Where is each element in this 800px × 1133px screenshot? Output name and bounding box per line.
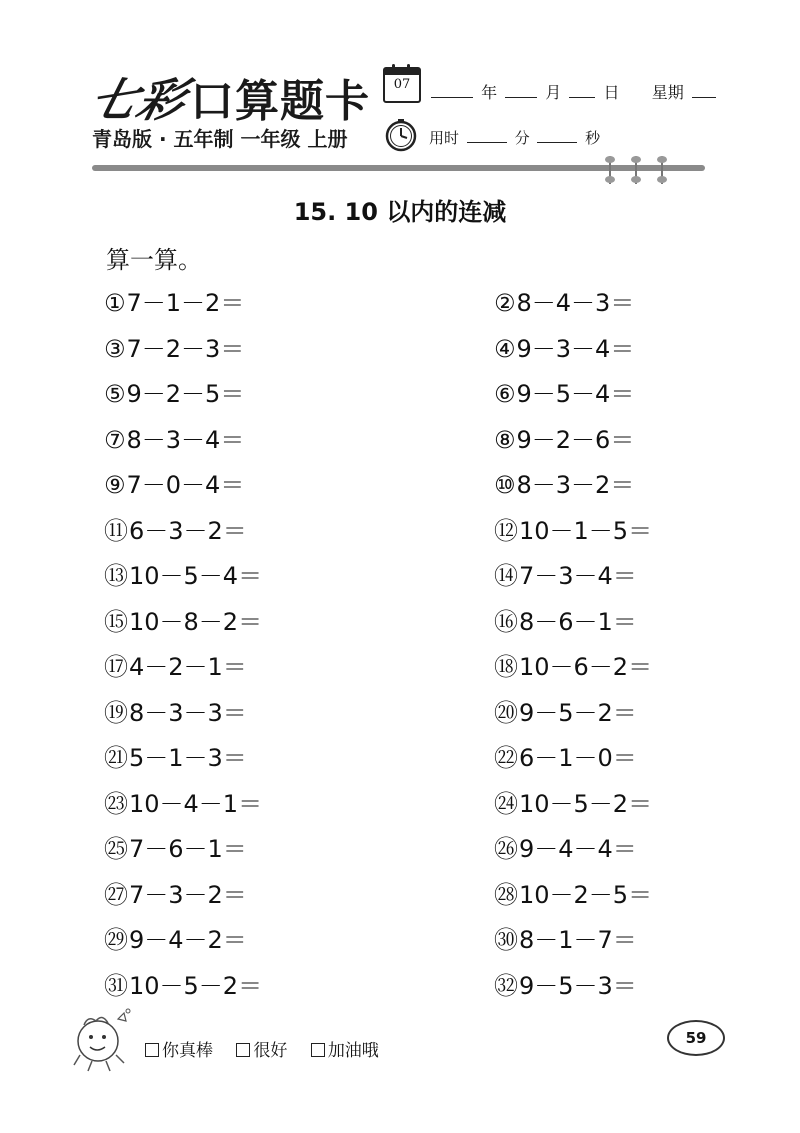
brand-char-1: 七 — [84, 73, 145, 127]
problem-number: ㉜ — [494, 971, 518, 1000]
clock-icon — [383, 117, 419, 153]
problem-item — [104, 602, 262, 637]
problem-number: ⑯ — [494, 607, 518, 636]
lesson-title: 15. 10 以内的连减 — [293, 198, 507, 226]
problem-item — [104, 920, 247, 955]
minute-label: 分 — [514, 129, 530, 147]
problem-item — [494, 556, 637, 591]
problem-item — [104, 693, 247, 728]
problem-number: ① — [104, 289, 126, 317]
problem-number: ㉒ — [494, 744, 518, 772]
month-blank[interactable] — [505, 83, 537, 98]
year-label: 年 — [481, 83, 498, 102]
problem-expression: 10－5－2＝ — [129, 971, 263, 1000]
problem-number: ⑦ — [104, 425, 126, 454]
problem-item — [104, 556, 262, 591]
rating-option-1[interactable] — [145, 1041, 213, 1061]
second-label: 秒 — [585, 129, 601, 147]
checkbox[interactable] — [236, 1043, 250, 1057]
day-blank[interactable] — [569, 83, 595, 98]
problem-expression: 8－3－4＝ — [126, 425, 245, 454]
problem-expression: 8－3－3＝ — [129, 698, 247, 727]
problem-expression: 6－1－0＝ — [519, 744, 637, 772]
instruction-text: 算一算。 — [106, 246, 202, 274]
rating-option-3[interactable] — [311, 1041, 379, 1061]
header-divider — [92, 165, 705, 171]
problem-number: ⑳ — [494, 698, 518, 727]
problem-item — [494, 875, 652, 910]
problem-item — [494, 511, 652, 546]
minute-blank[interactable] — [467, 128, 507, 143]
problem-expression: 9－4－2＝ — [129, 926, 247, 954]
problem-number: ㉖ — [494, 835, 518, 863]
problem-number: ㉚ — [494, 926, 518, 954]
problem-expression: 9－5－4＝ — [516, 380, 635, 408]
problem-item — [494, 374, 634, 409]
weekday-blank[interactable] — [692, 83, 716, 98]
problem-item — [494, 829, 637, 864]
problem-item — [104, 966, 262, 1001]
edition-label: 青岛版 · 五年制 一年级 上册 — [92, 127, 348, 151]
binder-pin-icon — [634, 156, 638, 184]
second-blank[interactable] — [537, 128, 577, 143]
problem-number: ㉑ — [104, 744, 128, 772]
problem-expression: 10－2－5＝ — [519, 880, 653, 909]
year-blank[interactable] — [431, 83, 473, 98]
weekday-label: 星期 — [651, 83, 684, 102]
problem-item — [494, 966, 637, 1001]
rating-label: 很好 — [253, 1041, 288, 1061]
time-label: 用时 — [429, 129, 460, 147]
brand-char-2: 彩 — [131, 73, 192, 127]
problem-item — [494, 693, 637, 728]
problem-item — [494, 283, 634, 318]
problem-expression: 7－3－4＝ — [519, 562, 637, 590]
problem-item — [494, 738, 637, 773]
problem-item — [494, 329, 634, 364]
problem-expression: 8－6－1＝ — [519, 607, 637, 636]
problem-number: ㉕ — [104, 835, 128, 863]
problem-item — [104, 374, 244, 409]
problem-expression: 8－3－2＝ — [516, 471, 635, 499]
rating-label: 加油哦 — [327, 1041, 379, 1061]
problem-number: ⑤ — [104, 380, 126, 408]
brand-title-rest: 口算题卡 — [190, 76, 370, 127]
problem-expression: 7－6－1＝ — [129, 835, 247, 863]
rating-label: 你真棒 — [162, 1041, 213, 1061]
problem-item — [104, 738, 247, 773]
checkbox[interactable] — [145, 1043, 159, 1057]
problem-number: ⑮ — [104, 607, 128, 636]
problem-item — [104, 875, 247, 910]
problem-expression: 9－5－3＝ — [519, 971, 637, 1000]
problem-expression: 7－0－4＝ — [126, 471, 245, 499]
problem-number: ⑭ — [494, 562, 518, 590]
problem-number: ⑧ — [494, 425, 516, 454]
problem-number: ㉔ — [494, 789, 518, 818]
problem-expression: 4－2－1＝ — [129, 653, 247, 681]
problem-number: ⑫ — [494, 516, 518, 545]
checkbox[interactable] — [311, 1043, 325, 1057]
problem-number: ㉛ — [104, 971, 128, 1000]
problem-expression: 9－2－5＝ — [126, 380, 245, 408]
problem-number: ⑰ — [104, 653, 128, 681]
problem-expression: 7－2－3＝ — [126, 334, 245, 363]
problem-expression: 8－1－7＝ — [519, 926, 637, 954]
time-fill-line — [429, 127, 600, 148]
problem-number: ㉘ — [494, 880, 518, 909]
brand-title — [84, 64, 370, 130]
problem-number: ⑨ — [104, 471, 126, 499]
problem-number: ⑱ — [494, 653, 518, 681]
problem-item — [104, 784, 262, 819]
problem-item — [104, 283, 244, 318]
date-fill-line — [428, 80, 719, 103]
problem-expression: 9－2－6＝ — [516, 425, 635, 454]
page-number: 59 — [667, 1020, 725, 1056]
problem-item — [104, 829, 247, 864]
mascot-icon — [66, 1003, 138, 1075]
problem-expression: 8－4－3＝ — [516, 289, 635, 317]
day-label: 日 — [603, 83, 620, 102]
problem-expression: 9－3－4＝ — [516, 334, 635, 363]
month-label: 月 — [545, 83, 562, 102]
problem-number: ③ — [104, 334, 126, 363]
problem-number: ⑪ — [104, 516, 128, 545]
problem-number: ⑩ — [494, 471, 516, 499]
problem-number: ⑲ — [104, 698, 128, 727]
binder-pin-icon — [608, 156, 612, 184]
problem-item — [104, 465, 244, 500]
problem-number: ⑬ — [104, 562, 128, 590]
problem-item — [494, 465, 634, 500]
problem-number: ㉓ — [104, 789, 128, 818]
problem-number: ㉙ — [104, 926, 128, 954]
problem-item — [104, 420, 244, 455]
problem-number: ⑥ — [494, 380, 516, 408]
problem-item — [494, 420, 634, 455]
problem-item — [494, 602, 637, 637]
problem-expression: 10－1－5＝ — [519, 516, 653, 545]
problem-expression: 10－4－1＝ — [129, 789, 263, 818]
problem-item — [494, 647, 652, 682]
problem-item — [104, 647, 247, 682]
problem-expression: 7－3－2＝ — [129, 880, 247, 909]
problem-item — [494, 920, 637, 955]
problem-item — [104, 511, 247, 546]
self-rating — [145, 1036, 397, 1061]
problem-expression: 7－1－2＝ — [126, 289, 245, 317]
problem-expression: 10－5－4＝ — [129, 562, 263, 590]
calendar-icon — [383, 67, 421, 103]
problem-expression: 6－3－2＝ — [129, 516, 247, 545]
problem-expression: 10－6－2＝ — [519, 653, 653, 681]
rating-option-2[interactable] — [236, 1041, 287, 1061]
calendar-number: 07 — [393, 77, 411, 92]
problem-expression: 9－4－4＝ — [519, 835, 637, 863]
problem-item — [104, 329, 244, 364]
binder-pin-icon — [660, 156, 664, 184]
problem-number: ㉗ — [104, 880, 128, 909]
problem-number: ② — [494, 289, 516, 317]
problem-expression: 10－5－2＝ — [519, 789, 653, 818]
problem-expression: 10－8－2＝ — [129, 607, 263, 636]
problem-item — [494, 784, 652, 819]
problem-number: ④ — [494, 334, 516, 363]
problem-expression: 9－5－2＝ — [519, 698, 637, 727]
problem-expression: 5－1－3＝ — [129, 744, 247, 772]
